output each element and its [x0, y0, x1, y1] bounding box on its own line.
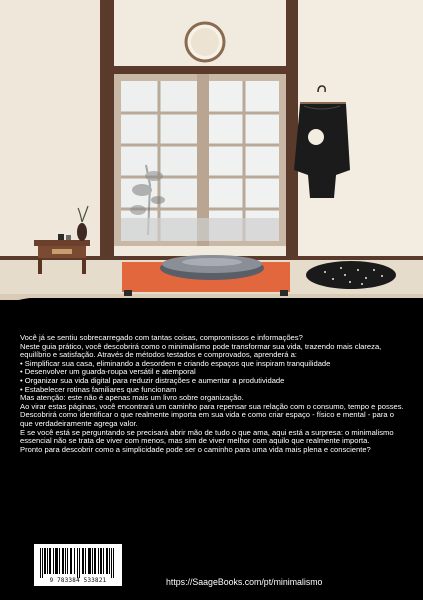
- blurb-bullet: • Organizar sua vida digital para reduzir distrações e aumentar a produtividade: [20, 375, 285, 385]
- blurb-line: E se você está se perguntando se precisará abrir mão de tudo o que ama, aqui está a surpresa: o minimalismo essencial não se trata de viver com menos, mas sim de viver melhor com aquilo que realmente importa.: [20, 427, 394, 446]
- barcode-icon: [34, 546, 122, 580]
- blurb-line: Neste guia prático, você descobrirá como o minimalismo pode transformar sua vida, trazendo mais clareza, equilíbrio e satisfação. Através de métodos testados e comprovados, aprenderá a:: [20, 341, 382, 360]
- dotted-cushion-icon: [306, 261, 396, 289]
- publisher-url[interactable]: https://SaageBooks.com/pt/minimalismo: [166, 577, 323, 587]
- blurb-line: Pronto para descobrir como a simplicidade pode ser o caminho para uma vida mais plena e consciente?: [20, 444, 371, 454]
- blurb-line: Ao virar estas páginas, você encontrará um caminho para repensar sua relação com o consumo, tempo e posses. Descobrirá como identificar o que realmente importa em sua vida e como criar espaço - físico e mental - para o que verdadeiramente agrega valor.: [20, 401, 404, 428]
- blurb-bullet: • Desenvolver um guarda-roupa versátil e atemporal: [20, 367, 196, 377]
- blurb-line: Você já se sentiu sobrecarregado com tantas coisas, compromissos e informações?: [20, 333, 303, 342]
- window-right-panes: [209, 81, 279, 241]
- back-cover-blurb: [20, 334, 406, 454]
- window-left-panes: [121, 81, 197, 241]
- blurb-line: Mas atenção: este não é apenas mais um livro sobre organização.: [20, 393, 244, 403]
- blurb-bullet: • Estabelecer rotinas familiares que funcionam: [20, 384, 177, 394]
- blurb-bullet: • Simplificar sua casa, eliminando a desordem e criando espaços que inspiram tranquilidade: [20, 358, 331, 368]
- isbn-barcode: [34, 544, 122, 586]
- floor-cushion-icon: [160, 255, 264, 280]
- barcode-digits: 9 783384 533821: [49, 578, 107, 584]
